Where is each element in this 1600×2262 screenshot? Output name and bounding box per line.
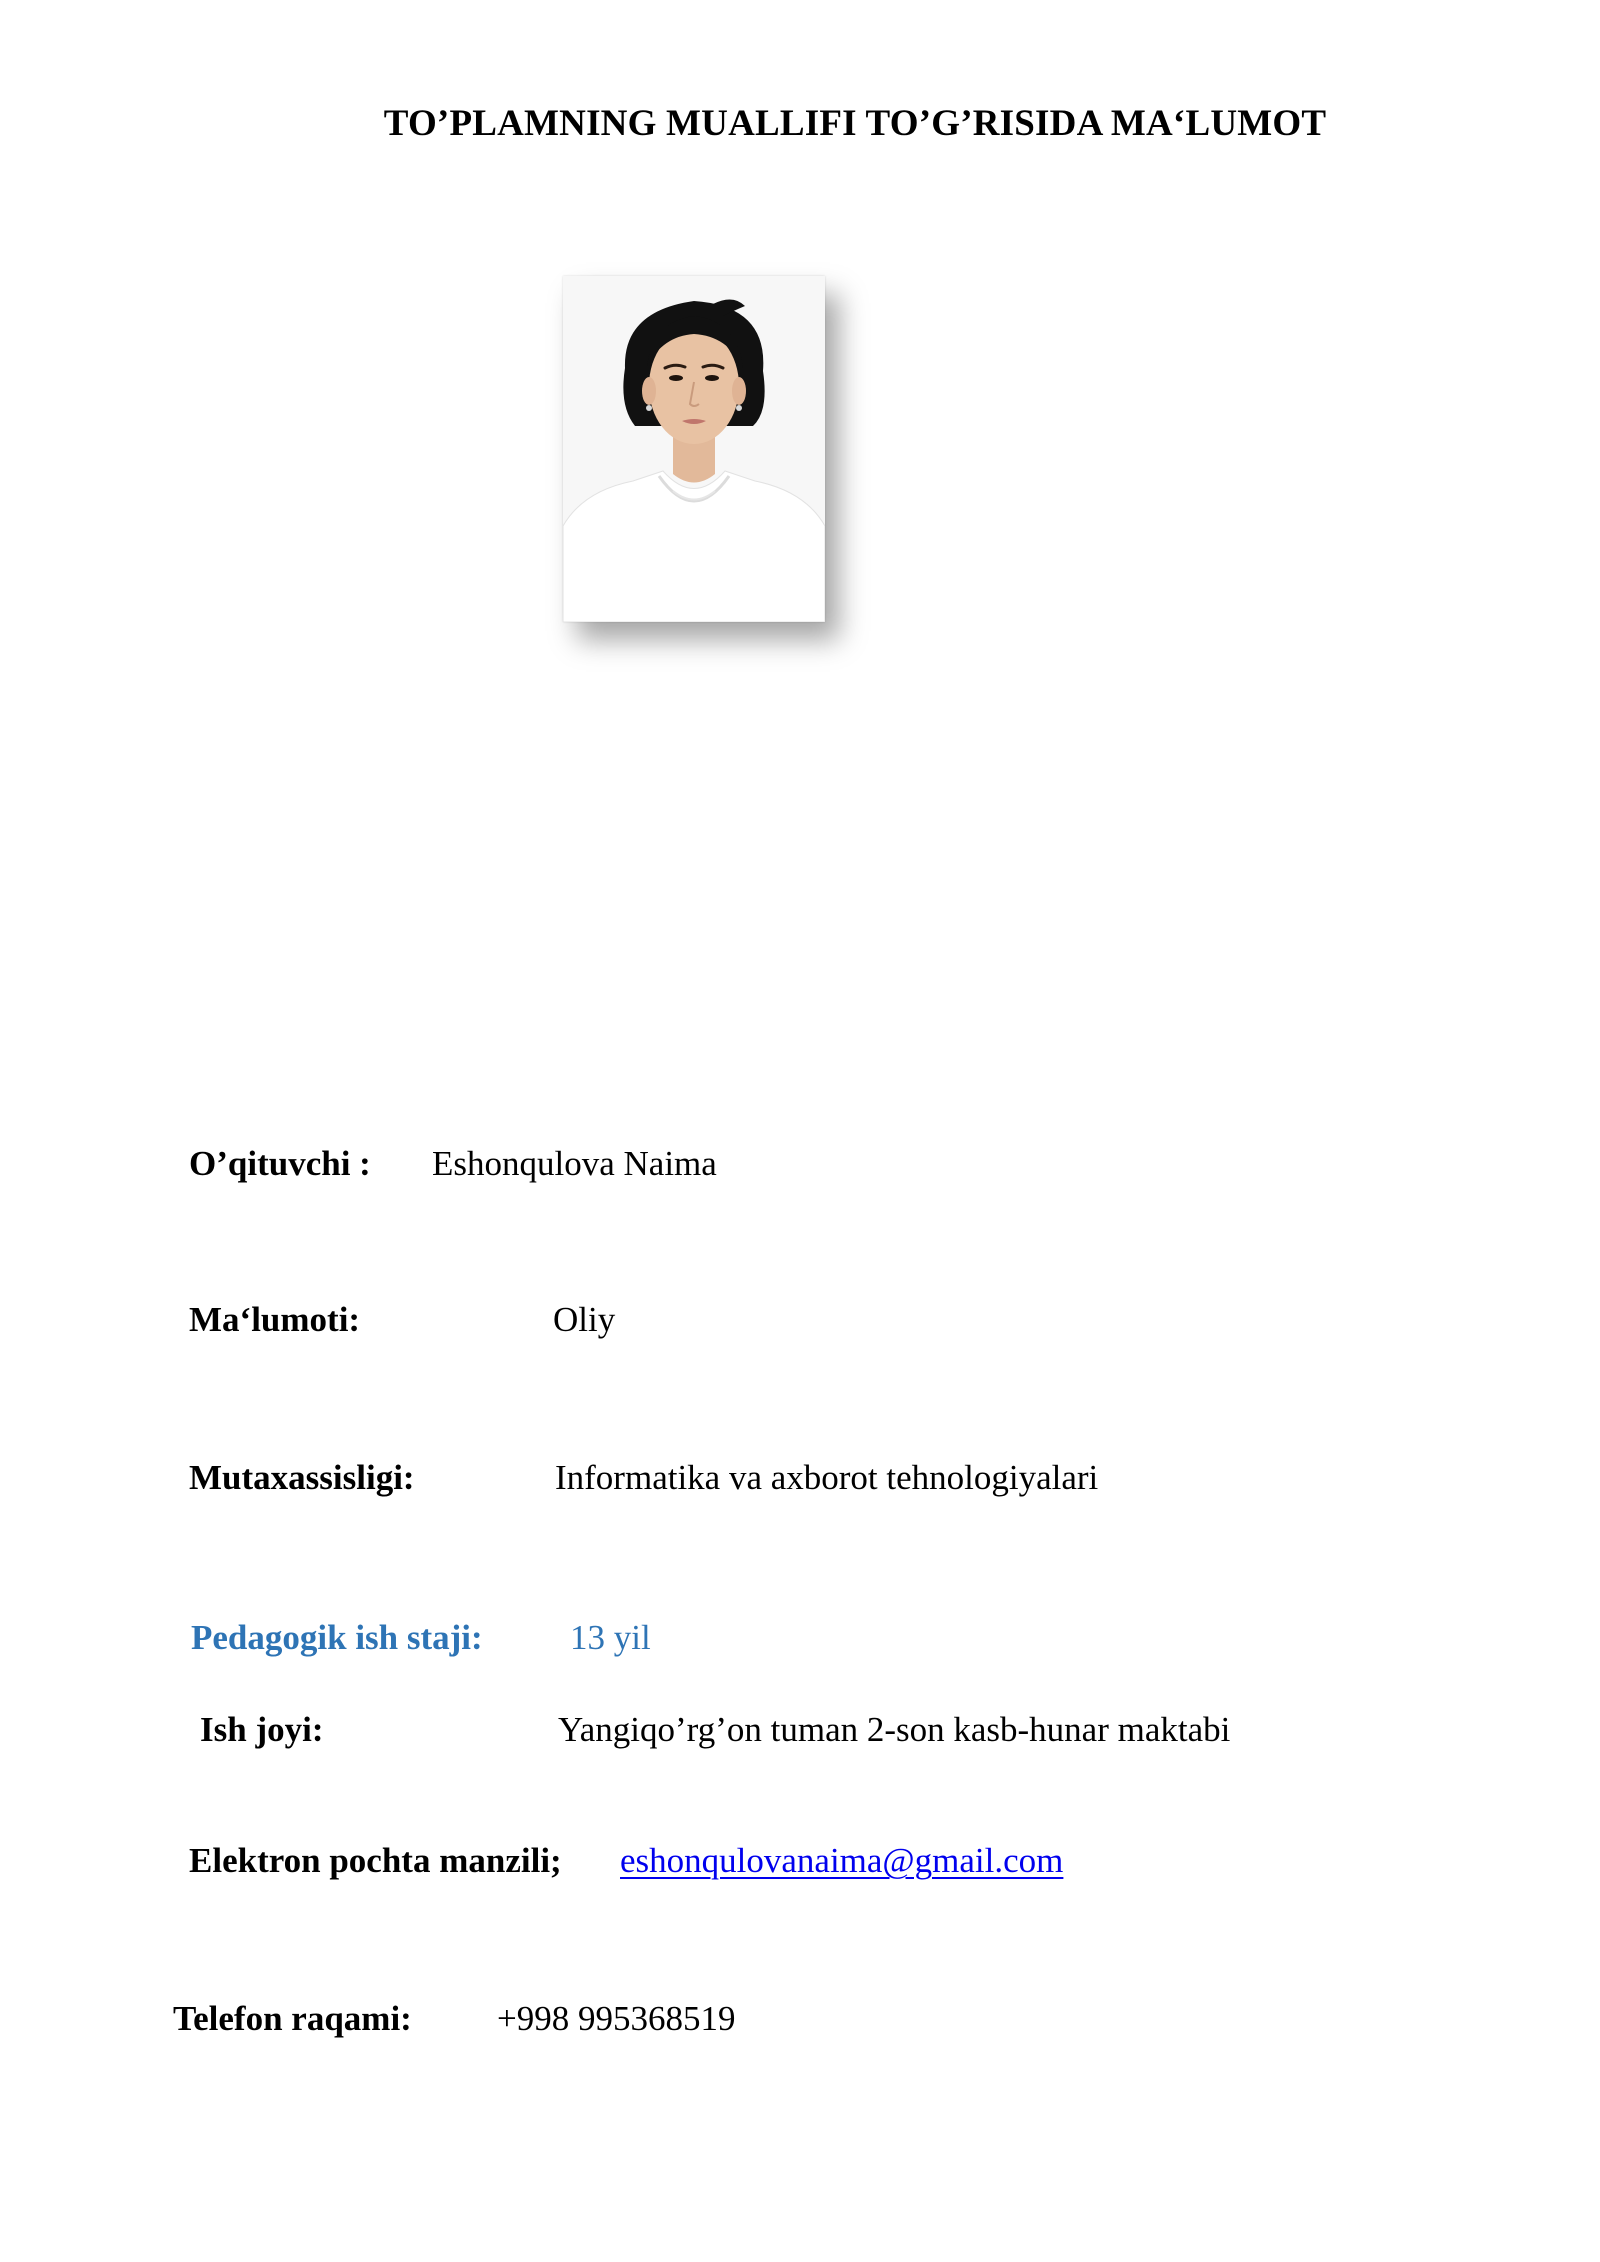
phone-label: Telefon raqami: <box>173 1999 412 2038</box>
specialty-value: Informatika va axborot tehnologiyalari <box>555 1458 1099 1497</box>
experience-value: 13 yil <box>570 1618 651 1657</box>
author-portrait-photo <box>563 276 825 622</box>
specialty-label: Mutaxassisligi: <box>189 1458 415 1497</box>
email-link[interactable]: eshonqulovanaima@gmail.com <box>620 1841 1064 1880</box>
workplace-value: Yangiqo’rg’on tuman 2-son kasb-hunar maktabi <box>558 1710 1231 1749</box>
email-label: Elektron pochta manzili; <box>189 1841 562 1880</box>
education-value: Oliy <box>553 1300 616 1339</box>
portrait-image <box>563 276 825 622</box>
workplace-label: Ish joyi: <box>200 1710 324 1749</box>
page-title: TO’PLAMNING MUALLIFI TO’G’RISIDA MA‘LUMOT <box>383 103 1327 144</box>
teacher-value: Eshonqulova Naima <box>432 1144 717 1183</box>
experience-label: Pedagogik ish staji: <box>191 1618 483 1657</box>
phone-value: +998 995368519 <box>497 1999 736 2038</box>
teacher-label: O’qituvchi : <box>189 1144 371 1183</box>
education-label: Ma‘lumoti: <box>189 1300 361 1339</box>
